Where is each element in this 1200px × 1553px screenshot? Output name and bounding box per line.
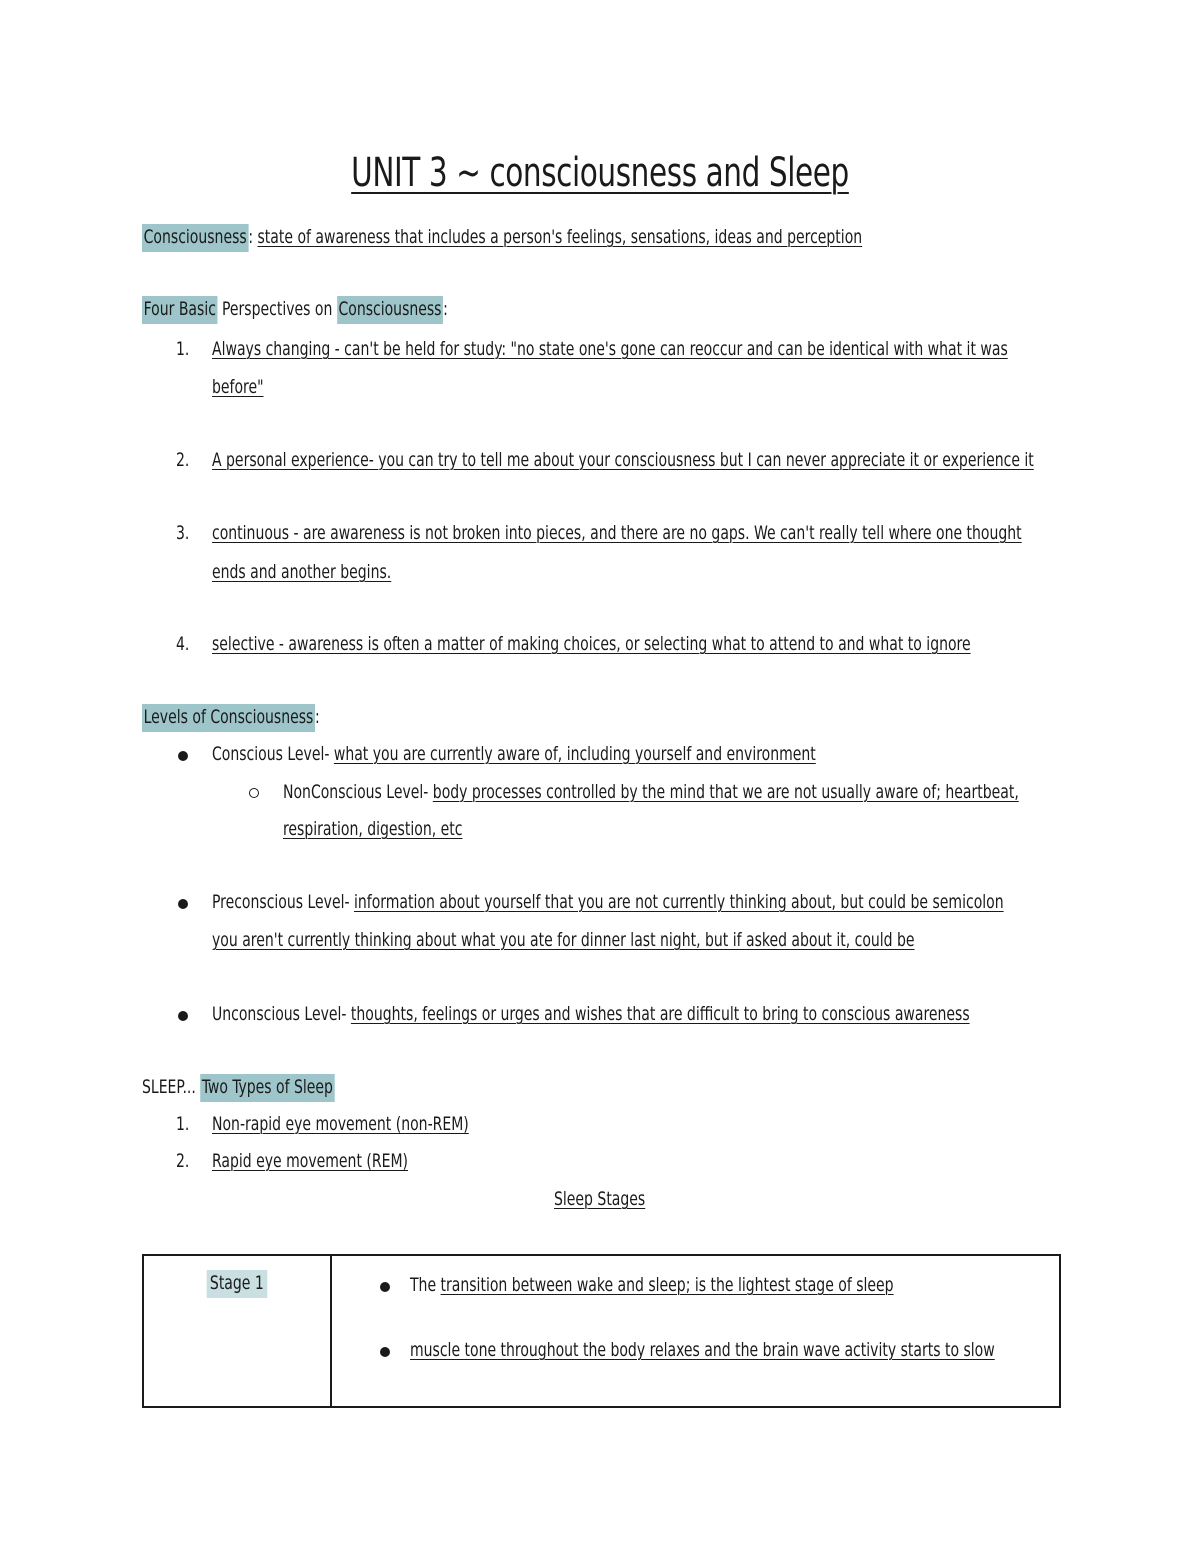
bullet-icon bbox=[380, 1347, 390, 1357]
preconscious-level-cont: you aren't currently thinking about what you ate for dinner last night, but if asked about it, could be bbox=[212, 929, 915, 951]
nonconscious-level: NonConscious Level- body processes controlled by the mind that we are not usually aware of; heartbeat, bbox=[283, 781, 1019, 803]
list-number: 1. bbox=[176, 1113, 190, 1135]
perspective-item-1: Always changing - can't be held for study: "no state one's gone can reoccur and can be identical with what it was bbox=[212, 338, 1008, 360]
unconscious-level: Unconscious Level- thoughts, feelings or urges and wishes that are difficult to bring to conscious awareness bbox=[212, 1003, 970, 1025]
hollow-bullet-icon bbox=[249, 788, 259, 798]
definition-term: Consciousness bbox=[142, 224, 248, 252]
table-row bbox=[143, 1255, 1060, 1407]
list-number: 1. bbox=[176, 338, 190, 360]
stage-bullet-2: muscle tone throughout the body relaxes and the brain wave activity starts to slow bbox=[410, 1339, 995, 1361]
bullet-icon bbox=[380, 1282, 390, 1292]
conscious-level: Conscious Level- what you are currently aware of, including yourself and environment bbox=[212, 743, 816, 765]
sleep-type-1: Non-rapid eye movement (non-REM) bbox=[212, 1113, 469, 1135]
stage-description-cell bbox=[331, 1255, 1060, 1407]
perspective-item-1-cont: before" bbox=[212, 376, 264, 398]
stage-bullet-1: The transition between wake and sleep; is the lightest stage of sleep bbox=[410, 1274, 894, 1296]
bullet-icon bbox=[178, 899, 188, 909]
list-number: 4. bbox=[176, 633, 190, 655]
sleep-type-2: Rapid eye movement (REM) bbox=[212, 1150, 409, 1172]
perspectives-heading: Four Basic Perspectives on Consciousness: bbox=[142, 298, 448, 320]
list-number: 3. bbox=[176, 522, 190, 544]
sleep-heading: SLEEP... Two Types of Sleep bbox=[142, 1076, 335, 1098]
definition-text: state of awareness that includes a person's feelings, sensations, ideas and perception bbox=[257, 226, 863, 248]
nonconscious-level-cont: respiration, digestion, etc bbox=[283, 818, 463, 840]
perspective-item-3-cont: ends and another begins. bbox=[212, 561, 392, 583]
document-title: UNIT 3 ~ consciousness and Sleep bbox=[351, 150, 849, 196]
stage-label: Stage 1 bbox=[144, 1270, 330, 1298]
sleep-stages-heading: Sleep Stages bbox=[554, 1188, 646, 1210]
bullet-icon bbox=[178, 1011, 188, 1021]
list-number: 2. bbox=[176, 449, 190, 471]
list-number: 2. bbox=[176, 1150, 190, 1172]
levels-heading: Levels of Consciousness: bbox=[142, 706, 320, 728]
preconscious-level: Preconscious Level- information about yourself that you are not currently thinking about, but could be semicolon bbox=[212, 891, 1004, 913]
perspective-item-4: selective - awareness is often a matter of making choices, or selecting what to attend to and what to ignore bbox=[212, 633, 971, 655]
perspective-item-3: continuous - are awareness is not broken into pieces, and there are no gaps. We can't really tell where one thought bbox=[212, 522, 1022, 544]
stage-cell bbox=[143, 1255, 331, 1407]
perspective-item-2: A personal experience- you can try to tell me about your consciousness but I can never appreciate it or experience it bbox=[212, 449, 1034, 471]
sleep-stages-table bbox=[142, 1254, 1061, 1408]
definition-line: Consciousness: state of awareness that includes a person's feelings, sensations, ideas and perception bbox=[142, 226, 862, 248]
bullet-icon bbox=[178, 751, 188, 761]
